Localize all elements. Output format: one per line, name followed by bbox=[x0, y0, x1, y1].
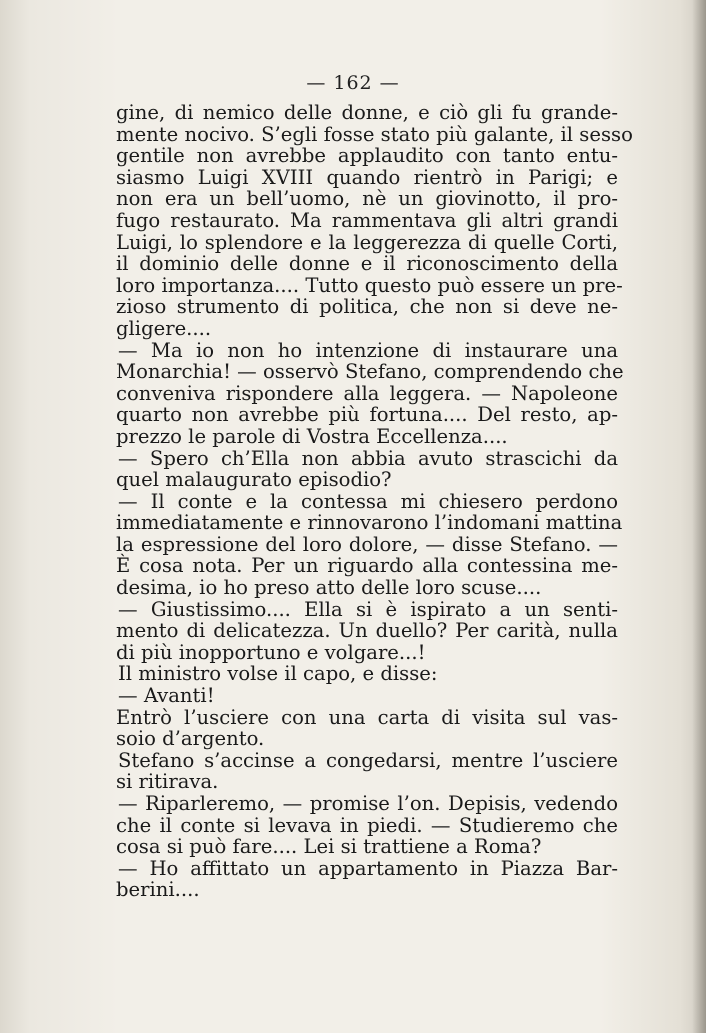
text-line: Stefano s’accinse a congedarsi, mentre l’usciere bbox=[118, 748, 618, 772]
text-line: — Il conte e la contessa mi chiesero perdono bbox=[118, 489, 618, 513]
text-line: il dominio delle donne e il riconoscimento della bbox=[116, 252, 618, 276]
text-line: soio d’argento. bbox=[116, 727, 265, 751]
text-line: immediatamente e rinnovarono l’indomani mattina bbox=[116, 511, 623, 535]
text-line: loro importanza.... Tutto questo può essere un pre- bbox=[116, 273, 623, 297]
text-line: quel malaugurato episodio? bbox=[116, 468, 392, 492]
text-line: Entrò l’usciere con una carta di visita sul vas- bbox=[116, 705, 618, 729]
text-line: Monarchia! — osservò Stefano, comprendendo che bbox=[116, 360, 624, 384]
text-line: — Giustissimo.... Ella si è ispirato a un senti- bbox=[118, 597, 618, 621]
text-line: Il ministro volse il capo, e disse: bbox=[118, 662, 438, 686]
text-line: conveniva rispondere alla leggera. — Napoleone bbox=[116, 381, 618, 405]
text-line: fugo restaurato. Ma rammentava gli altri grandi bbox=[116, 208, 618, 232]
text-line: — Spero ch’Ella non abbia avuto strascichi da bbox=[118, 446, 618, 470]
text-line: desima, io ho preso atto delle loro scuse.... bbox=[116, 576, 542, 600]
text-line: zioso strumento di politica, che non si deve ne- bbox=[116, 295, 618, 319]
text-line: gine, di nemico delle donne, e ciò gli fu grande- bbox=[116, 101, 618, 124]
text-line: cosa si può fare.... Lei si trattiene a Roma? bbox=[116, 835, 542, 859]
page-number: — 162 — bbox=[306, 72, 400, 94]
page-edge-shadow bbox=[692, 0, 706, 1033]
text-line: che il conte si levava in piedi. — Studieremo che bbox=[116, 813, 618, 837]
text-line: È cosa nota. Per un riguardo alla contessina me- bbox=[116, 554, 618, 578]
text-line: di più inopportuno e volgare...! bbox=[116, 640, 426, 664]
text-line: — Ma io non ho intenzione di instaurare una bbox=[118, 338, 618, 362]
text-line: — Riparleremo, — promise l’on. Depisis, vedendo bbox=[118, 792, 618, 815]
text-line: — Avanti! bbox=[118, 684, 215, 708]
text-line: prezzo le parole di Vostra Eccellenza.... bbox=[116, 424, 508, 448]
text-line: berini.... bbox=[116, 878, 200, 902]
text-line: la espressione del loro dolore, — disse Stefano. — bbox=[116, 532, 618, 556]
text-line: siasmo Luigi XVIII quando rientrò in Parigi; e bbox=[116, 165, 618, 189]
text-line: gentile non avrebbe applaudito con tanto entu- bbox=[116, 144, 618, 168]
text-line: non era un bell’uomo, nè un giovinotto, il pro- bbox=[116, 187, 618, 211]
text-line: — Ho affittato un appartamento in Piazza Bar- bbox=[118, 856, 618, 880]
body-text bbox=[116, 101, 633, 902]
text-line: quarto non avrebbe più fortuna.... Del resto, ap- bbox=[116, 403, 618, 427]
text-line: mento di delicatezza. Un duello? Per carità, nulla bbox=[116, 619, 618, 643]
text-line: mente nocivo. S’egli fosse stato più galante, il sesso bbox=[116, 122, 633, 146]
text-line: Luigi, lo splendore e la leggerezza di quelle Corti, bbox=[116, 230, 618, 254]
text-line: gligere.... bbox=[116, 316, 212, 340]
text-line: si ritirava. bbox=[116, 770, 219, 794]
